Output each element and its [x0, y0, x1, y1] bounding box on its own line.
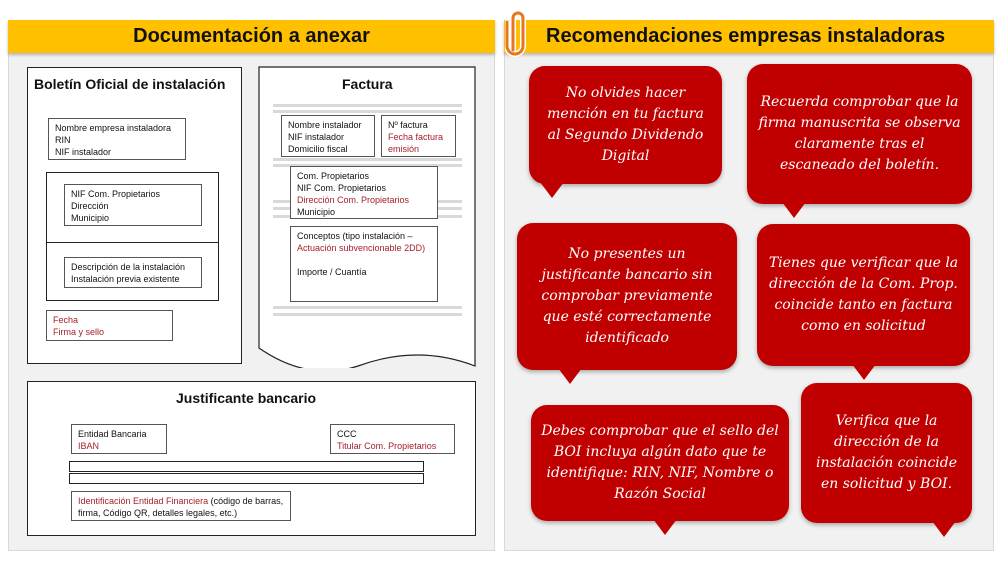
recommendation-bubble-4: Tienes que verificar que la dirección de la Com. Prop. coincide tanto en factura como en solicitud	[757, 224, 970, 366]
bubble-tail	[852, 364, 876, 380]
justificante-title: Justificante bancario	[176, 390, 317, 406]
boletin-descripcion: Descripción de la instalación Instalación previa existente	[64, 257, 202, 288]
justificante-ccc: CCC Titular Com. Propietarios	[330, 424, 455, 454]
justificante-identificacion: Identificación Entidad Financiera (código de barras, firma, Código QR, detalles legales, etc.)	[71, 491, 291, 521]
factura-title: Factura	[342, 76, 393, 92]
factura-line	[273, 104, 462, 107]
bubble-tail	[653, 519, 677, 535]
factura-conceptos: Conceptos (tipo instalación – Actuación subvencionable 2DD) Importe / Cuantía	[290, 226, 438, 302]
factura-line	[273, 306, 462, 309]
left-header	[8, 20, 495, 53]
boletin-propietarios: NIF Com. Propietarios Dirección Municipio	[64, 184, 202, 226]
bubble-tail	[782, 202, 806, 218]
bubble-tail	[540, 182, 564, 198]
factura-instalador: Nombre instalador NIF instalador Domicilio fiscal	[281, 115, 375, 157]
bubble-tail	[932, 521, 956, 537]
recommendation-bubble-3: No presentes un justificante bancario sin comprobar previamente que esté correctamente identificado	[517, 223, 737, 370]
recommendation-bubble-5: Debes comprobar que el sello del BOI incluya algún dato que te identifique: RIN, NIF, Nombre o Razón Social	[531, 405, 789, 521]
factura-line	[273, 158, 462, 161]
left-header-title: Documentación a anexar	[133, 25, 370, 47]
divider	[46, 242, 219, 243]
right-header	[504, 20, 994, 53]
justificante-field-1	[69, 461, 424, 472]
justificante-field-2	[69, 473, 424, 484]
boletin-empresa: Nombre empresa instaladora RIN NIF instalador	[48, 118, 186, 160]
recommendation-bubble-2: Recuerda comprobar que la firma manuscrita se observa claramente tras el escaneado del boletín.	[747, 64, 972, 204]
recommendation-bubble-1: No olvides hacer mención en tu factura al Segundo Dividendo Digital	[529, 66, 722, 184]
justificante-entidad: Entidad Bancaria IBAN	[71, 424, 167, 454]
boletin-fecha: Fecha Firma y sello	[46, 310, 173, 341]
bubble-tail	[558, 368, 582, 384]
recommendation-bubble-6: Verifica que la dirección de la instalación coincide en solicitud y BOI.	[801, 383, 972, 523]
factura-numero: Nº factura Fecha factura emisión	[381, 115, 456, 157]
boletin-title: Boletín Oficial de instalación	[34, 76, 226, 92]
factura-line	[273, 313, 462, 316]
factura-line	[273, 110, 462, 113]
paperclip-icon	[505, 6, 531, 58]
right-header-title: Recomendaciones empresas instaladoras	[546, 25, 946, 47]
factura-comunidad: Com. Propietarios NIF Com. Propietarios Dirección Com. Propietarios Municipio	[290, 166, 438, 219]
